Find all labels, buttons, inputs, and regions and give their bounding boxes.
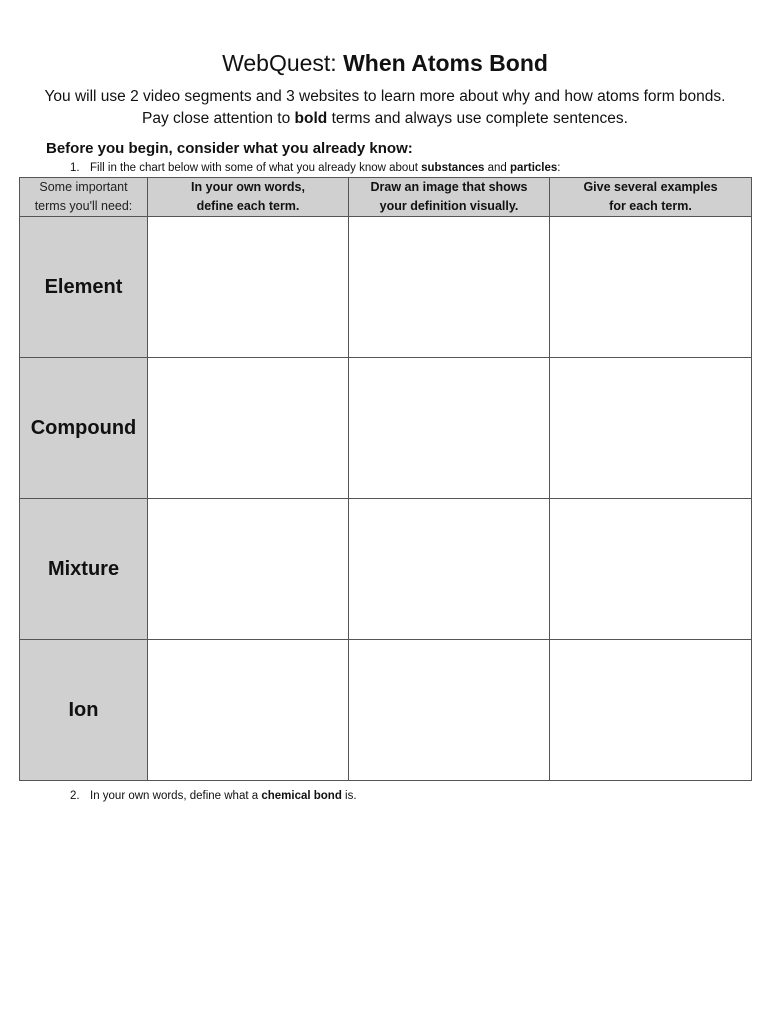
question-2-bold: chemical bond [261,790,342,802]
question-2-text-1: In your own words, define what a [90,790,262,802]
header-definition: In your own words, define each term. [148,178,349,217]
intro-bold: bold [294,110,328,127]
question-1 [70,160,561,176]
term-mixture: Mixture [20,499,148,640]
term-element: Element [20,217,148,358]
term-ion: Ion [20,640,148,781]
examples-cell-ion[interactable] [550,640,752,781]
table-row [20,499,752,640]
drawing-cell-mixture[interactable] [349,499,550,640]
question-1-bold-1: substances [421,162,485,174]
question-1-text-1: Fill in the chart below with some of what you already know about [90,162,422,174]
definition-cell-compound[interactable] [148,358,349,499]
drawing-cell-compound[interactable] [349,358,550,499]
header-terms: Some important terms you'll need: [20,178,148,217]
question-2-text-2: is. [341,790,357,802]
table-row [20,640,752,781]
examples-cell-element[interactable] [550,217,752,358]
intro-text-1: You will use 2 video segments and 3 websites to learn more about why and how atoms form bonds. Pay close attention to [44,88,726,127]
intro-text-2: terms and always use complete sentences. [327,110,628,127]
intro-paragraph [40,86,730,130]
page-title [0,48,770,78]
drawing-cell-ion[interactable] [349,640,550,781]
table-row [20,358,752,499]
terms-chart [19,177,752,781]
section-subhead: Before you begin, consider what you already know: [46,140,413,157]
definition-cell-ion[interactable] [148,640,349,781]
definition-cell-mixture[interactable] [148,499,349,640]
question-1-text-2: and [484,162,510,174]
term-compound: Compound [20,358,148,499]
header-drawing: Draw an image that shows your definition visually. [349,178,550,217]
question-2 [70,788,357,804]
header-examples: Give several examples for each term. [550,178,752,217]
question-2-number: 2. [70,790,80,802]
definition-cell-element[interactable] [148,217,349,358]
question-1-bold-2: particles [509,162,558,174]
table-row [20,217,752,358]
drawing-cell-element[interactable] [349,217,550,358]
examples-cell-compound[interactable] [550,358,752,499]
header-row [20,178,752,217]
title-prefix: WebQuest: [222,50,344,76]
question-1-number: 1. [70,162,80,174]
question-1-text-3: : [557,162,561,174]
title-bold: When Atoms Bond [343,50,548,76]
examples-cell-mixture[interactable] [550,499,752,640]
